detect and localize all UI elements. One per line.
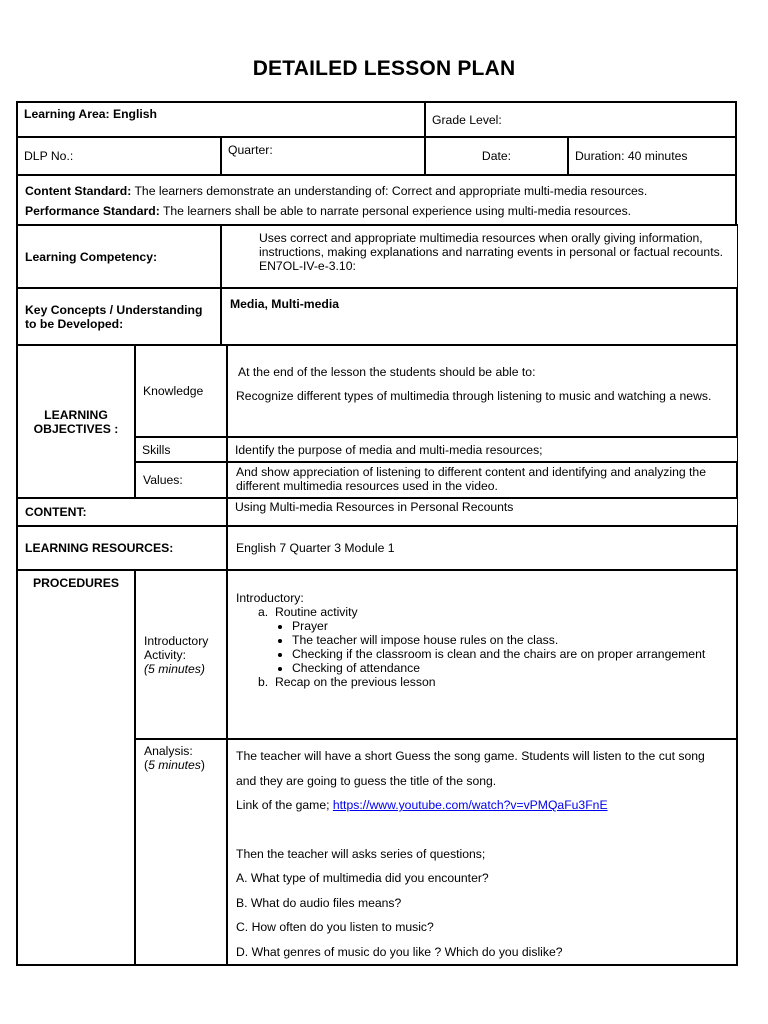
resources-text-cell bbox=[226, 525, 738, 571]
intro-activity-label-cell bbox=[134, 569, 228, 740]
routine-letter: a. bbox=[258, 605, 269, 619]
recap-letter: b. bbox=[258, 675, 269, 689]
duration-cell bbox=[567, 136, 737, 176]
skills-label-cell bbox=[134, 437, 228, 463]
objectives-label-cell bbox=[16, 344, 136, 499]
content-standard-label: Content Standard: bbox=[25, 184, 132, 198]
competency-text-cell bbox=[220, 224, 738, 289]
routine-activity bbox=[236, 605, 728, 619]
standards-cell bbox=[16, 174, 737, 226]
analysis-time: 5 minutes bbox=[148, 758, 201, 772]
key-concepts-label: Key Concepts / Understanding to be Developed: bbox=[25, 302, 203, 331]
analysis-label-cell bbox=[134, 738, 228, 966]
routine-list bbox=[236, 619, 728, 675]
game-link-line bbox=[236, 793, 728, 818]
values-text: And show appreciation of listening to different content and identifying and analyzing the different multimedia resources used in the video. bbox=[236, 465, 706, 493]
content-standard-text: The learners demonstrate an understanding of: Correct and appropriate multi-media resources. bbox=[134, 184, 648, 198]
game-link[interactable]: https://www.youtube.com/watch?v=vPMQaFu3FnE bbox=[332, 798, 608, 812]
dlp-cell bbox=[16, 136, 222, 176]
dlp-label: DLP No.: bbox=[24, 149, 74, 163]
duration-value: 40 minutes bbox=[627, 149, 688, 163]
procedures-label-cell bbox=[16, 569, 136, 966]
quarter-label: Quarter: bbox=[228, 143, 273, 157]
routine-label: Routine activity bbox=[274, 605, 358, 619]
recap-activity bbox=[236, 675, 728, 689]
performance-standard-text: The learners shall be able to narrate personal experience using multi-media resources. bbox=[162, 204, 632, 218]
knowledge-text-cell bbox=[226, 344, 738, 438]
content-text-cell bbox=[226, 497, 738, 527]
question-item: C. How often do you listen to music? bbox=[236, 920, 434, 934]
knowledge-label: Knowledge bbox=[143, 384, 204, 398]
skills-text-cell bbox=[226, 437, 738, 463]
routine-item: • The teacher will impose house rules on the class. bbox=[292, 633, 728, 647]
routine-item: • Checking if the classroom is clean and the chairs are on proper arrangement bbox=[292, 647, 728, 661]
grade-level-label: Grade Level: bbox=[432, 112, 502, 127]
content-standard bbox=[25, 181, 728, 201]
intro-heading: Introductory: bbox=[236, 591, 304, 605]
grade-level-cell bbox=[424, 101, 737, 138]
learning-area-label: Learning Area: bbox=[24, 107, 110, 121]
analysis-text: The teacher will have a short Guess the song game. Students will listen to the cut song and they are going to guess the title of the song. bbox=[236, 749, 705, 788]
resources-label-cell bbox=[16, 525, 228, 571]
questions-intro: Then the teacher will asks series of questions; bbox=[236, 846, 486, 861]
key-concepts-label-cell bbox=[16, 287, 222, 346]
objectives-label: LEARNING OBJECTIVES : bbox=[33, 407, 119, 436]
key-concepts-text-cell bbox=[220, 287, 738, 346]
skills-label: Skills bbox=[142, 443, 171, 457]
analysis-label: Analysis: bbox=[144, 744, 193, 758]
competency-label: Learning Competency: bbox=[25, 249, 158, 264]
learning-area-cell bbox=[16, 101, 426, 138]
duration-label: Duration: bbox=[575, 149, 625, 163]
knowledge-text: Recognize different types of multimedia through listening to music and watching a news. bbox=[236, 389, 712, 403]
date-cell bbox=[424, 136, 569, 176]
key-concepts-text: Media, Multi-media bbox=[230, 297, 340, 311]
date-label: Date: bbox=[481, 149, 512, 163]
learning-area-value: English bbox=[112, 107, 157, 121]
intro-activity-cell bbox=[226, 569, 738, 740]
analysis-time-open: ( bbox=[144, 758, 149, 772]
routine-item: • Checking of attendance bbox=[292, 661, 728, 675]
skills-text: Identify the purpose of media and multi-media resources; bbox=[235, 443, 543, 457]
resources-label: LEARNING RESOURCES: bbox=[25, 541, 174, 555]
values-label-cell bbox=[134, 461, 228, 499]
question-item: D. What genres of music do you like ? Which do you dislike? bbox=[236, 944, 563, 959]
procedures-label: PROCEDURES bbox=[32, 576, 119, 590]
content-label: CONTENT: bbox=[25, 505, 87, 519]
content-label-cell bbox=[16, 497, 228, 527]
values-text-cell bbox=[226, 461, 738, 499]
performance-standard-label: Performance Standard: bbox=[25, 204, 160, 218]
question-item: B. What do audio files means? bbox=[236, 895, 402, 910]
recap-label: Recap on the previous lesson bbox=[274, 675, 436, 689]
content-text: Using Multi-media Resources in Personal Recounts bbox=[235, 500, 514, 514]
document-title: DETAILED LESSON PLAN bbox=[252, 57, 516, 80]
intro-activity-label: Introductory Activity: bbox=[144, 633, 209, 662]
competency-label-cell bbox=[16, 224, 222, 289]
resources-text: English 7 Quarter 3 Module 1 bbox=[236, 541, 395, 555]
analysis-cell bbox=[226, 738, 738, 966]
intro-activity-time: (5 minutes) bbox=[144, 661, 205, 676]
competency-text: Uses correct and appropriate multimedia resources when orally giving information, instructions, making explanations and narrating events in personal or factual recounts. EN7OL-IV-e-3.10: bbox=[259, 231, 724, 273]
question-item: A. What type of multimedia did you encounter? bbox=[236, 871, 489, 885]
knowledge-intro: At the end of the lesson the students should be able to: bbox=[238, 365, 536, 379]
routine-item: • Prayer bbox=[292, 619, 728, 633]
performance-standard bbox=[25, 201, 728, 221]
analysis-time-close: ) bbox=[200, 758, 205, 772]
knowledge-label-cell bbox=[134, 344, 228, 438]
game-link-label: Link of the game; bbox=[236, 798, 330, 812]
values-label: Values: bbox=[143, 473, 183, 487]
quarter-cell bbox=[220, 136, 426, 176]
